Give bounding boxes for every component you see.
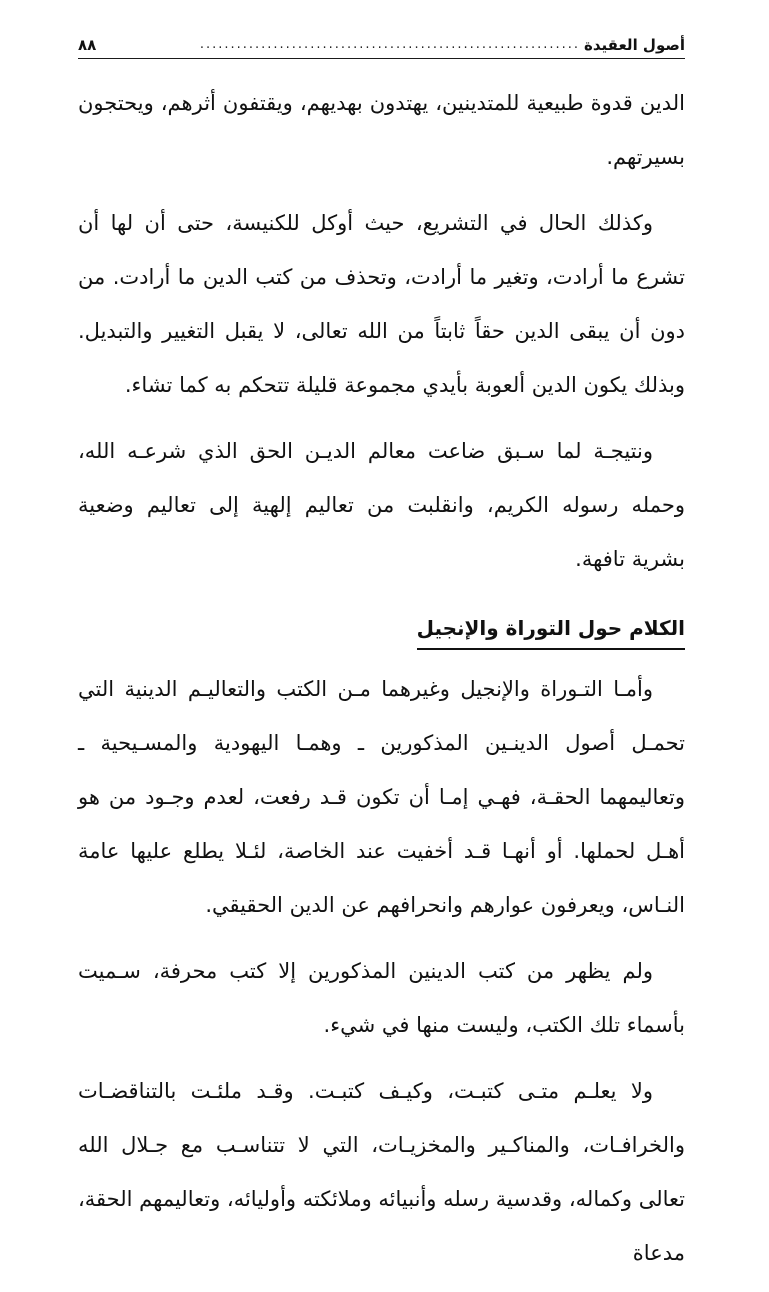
section-heading: الكلام حول التوراة والإنجيل xyxy=(417,610,685,650)
paragraph: ولم يظهر من كتب الدينين المذكورين إلا كتب محرفة، سـميت بأسماء تلك الكتب، وليست منها في شيء. xyxy=(78,959,685,1037)
paragraph: وأمـا التـوراة والإنجيل وغيرهما مـن الكتب والتعاليـم الدينية التي تحمـل أصول الدينـين المذكورين ـ وهمـا اليهودية والمسـيحية ـ وتعاليمهما الحقـة، فهـي إمـا أن تكون قـد رفعت، لعدم وجـود من هو أهـل لحملها. أو أنهـا قـد أخفيت عند الخاصة، لئـلا يطلع عليها عامة النـاس، ويعرفون عوارهم وانحرافهم عن الدين الحقيقي. xyxy=(78,677,685,917)
paragraph: وكذلك الحال في التشريع، حيث أوكل للكنيسة، حتى أن لها أن تشرع ما أرادت، وتغير ما أرادت، وتحذف من كتب الدين ما أرادت. من دون أن يبقى الدين حقاً ثابتاً من الله تعالى، لا يقبل التغيير والتبديل. وبذلك يكون الدين ألعوبة بأيدي مجموعة قليلة تتحكم به كما تشاء. xyxy=(78,211,685,397)
running-header xyxy=(78,32,685,59)
running-title: أصول العقيدة xyxy=(584,36,685,54)
page-number: ٨٨ xyxy=(78,36,97,54)
page-body xyxy=(78,76,685,1292)
book-page xyxy=(78,0,685,1265)
section-heading-wrap xyxy=(78,598,685,662)
paragraph: ولا يعلـم متـى كتبـت، وكيـف كتبـت. وقـد ملئـت بالتناقضـات والخرافـات، والمناكـير والمخزيـات، التي لا تتناسـب مع جـلال الله تعالى وكماله، وقدسية رسله وأنبيائه وملائكته وأوليائه، وتعاليمهم الحقة، مدعاة xyxy=(78,1079,685,1265)
leader-dots: .............................................................. xyxy=(199,37,581,52)
paragraph: ونتيجـة لما سـبق ضاعت معالم الديـن الحق الذي شرعـه الله، وحمله رسوله الكريم، وانقلبت من تعاليم إلهية إلى تعاليم وضعية بشرية تافهة. xyxy=(78,439,685,571)
paragraph: الدين قدوة طبيعية للمتدينين، يهتدون بهديهم، ويقتفون أثرهم، ويحتجون بسيرتهم. xyxy=(78,91,685,169)
